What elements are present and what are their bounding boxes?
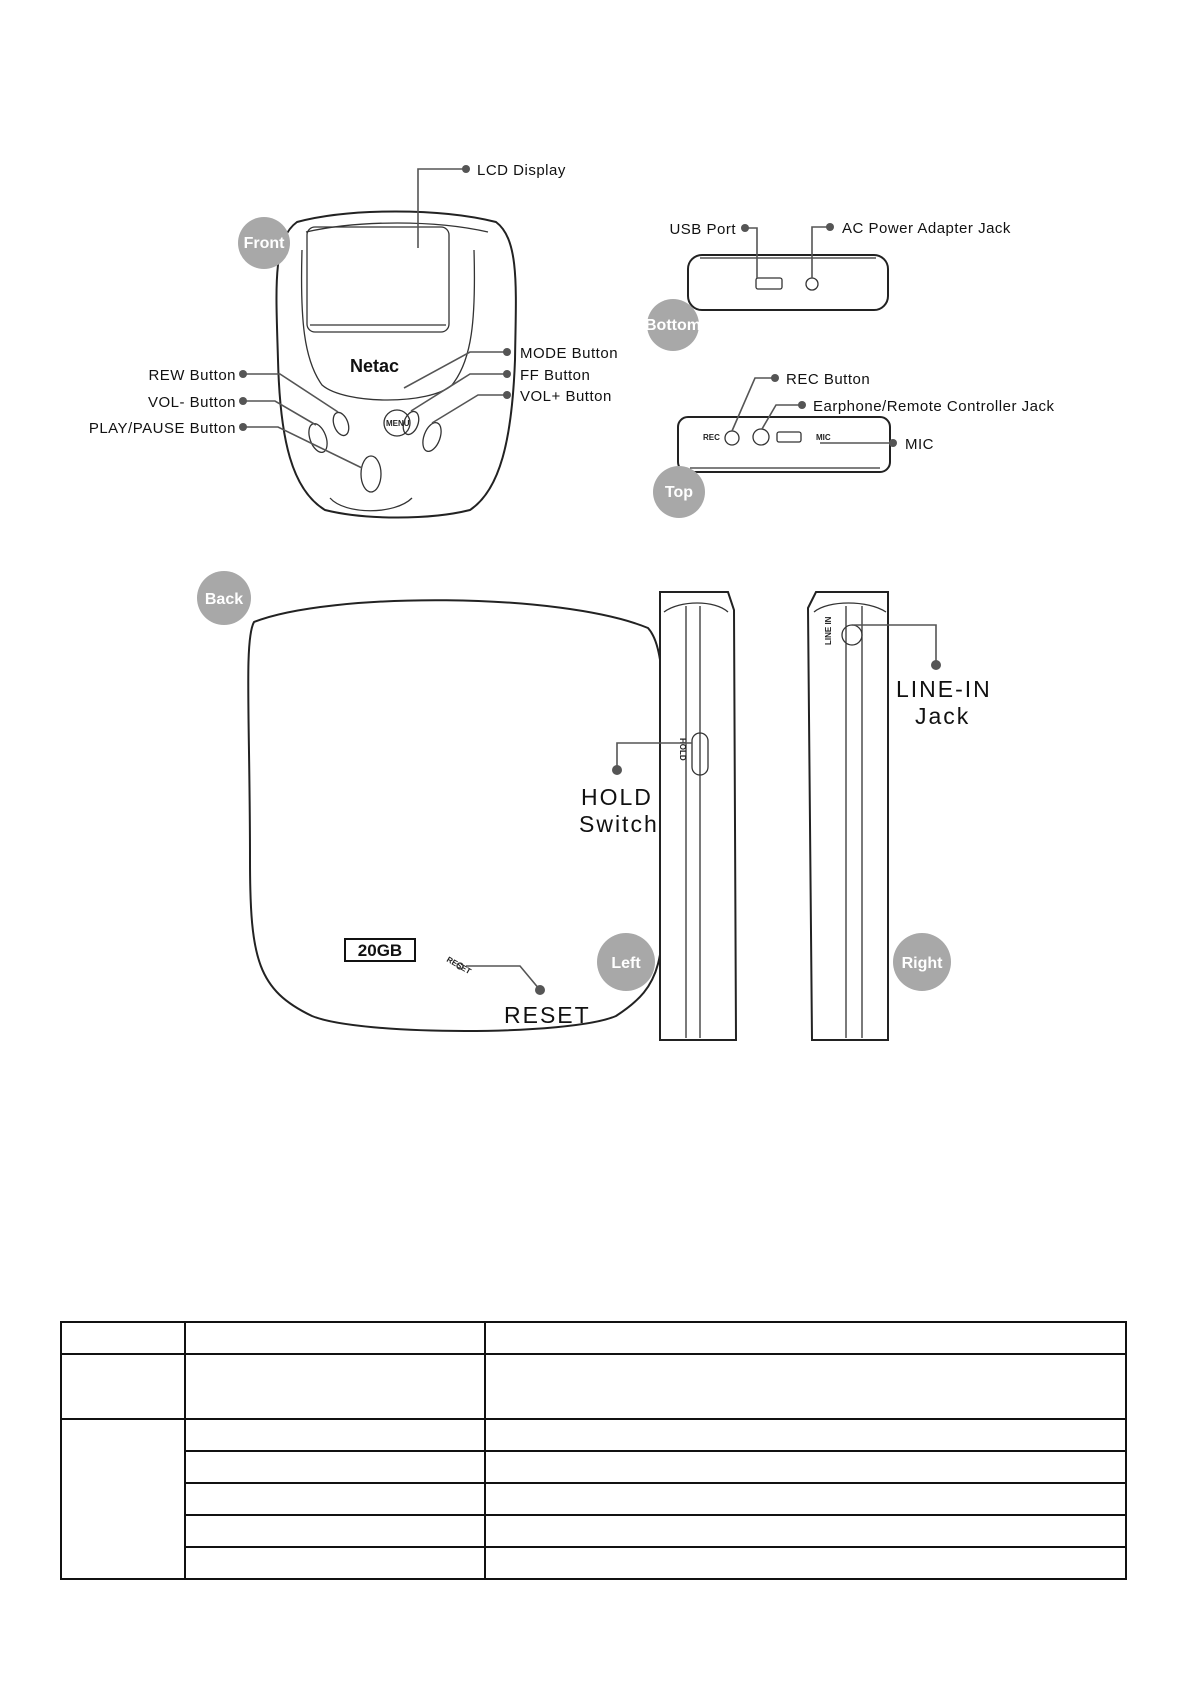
svg-text:PLAY/PAUSE Button: PLAY/PAUSE Button (88, 420, 236, 437)
svg-text:MENU: MENU (386, 419, 410, 428)
svg-text:LINE-IN: LINE-IN (896, 676, 992, 702)
spec-table (60, 1321, 1127, 1580)
table-cell (185, 1547, 485, 1579)
front-view (89, 162, 618, 518)
table-row (61, 1547, 1126, 1579)
svg-text:REC Button: REC Button (786, 371, 871, 388)
svg-text:20GB: 20GB (357, 941, 403, 960)
svg-text:Bottom: Bottom (645, 317, 701, 334)
table-cell (485, 1483, 1126, 1515)
table-cell (485, 1515, 1126, 1547)
svg-text:MODE Button: MODE Button (520, 345, 619, 362)
svg-text:VOL+ Button: VOL+ Button (520, 388, 612, 405)
svg-text:LINE IN: LINE IN (824, 616, 833, 645)
svg-text:REC: REC (703, 433, 720, 442)
svg-text:Left: Left (611, 955, 641, 972)
table-row (61, 1451, 1126, 1483)
svg-text:MIC: MIC (905, 436, 934, 453)
svg-text:Back: Back (204, 591, 244, 608)
table-cell (61, 1419, 185, 1579)
table-row (61, 1483, 1126, 1515)
table-cell (61, 1354, 185, 1419)
table-cell (185, 1515, 485, 1547)
right-device-body (808, 592, 888, 1040)
left-device-body (660, 592, 736, 1040)
svg-text:Top: Top (664, 484, 694, 501)
right-view (808, 592, 992, 1040)
svg-text:AC Power Adapter Jack: AC Power Adapter Jack (842, 220, 1011, 237)
svg-text:FF Button: FF Button (520, 367, 591, 384)
table-cell (485, 1354, 1126, 1419)
table-cell (485, 1322, 1126, 1354)
svg-text:Switch: Switch (579, 811, 659, 837)
svg-text:MIC: MIC (816, 433, 831, 442)
table-cell (185, 1322, 485, 1354)
table-row (61, 1419, 1126, 1451)
table-cell (185, 1354, 485, 1419)
svg-text:HOLD: HOLD (581, 784, 653, 810)
table-row (61, 1354, 1126, 1419)
top-device-body (678, 417, 890, 472)
svg-text:USB Port: USB Port (669, 221, 736, 238)
table-cell (61, 1322, 185, 1354)
bottom-device-body (688, 255, 888, 310)
svg-text:RESET: RESET (445, 954, 473, 977)
table-row (61, 1322, 1126, 1354)
svg-text:HOLD: HOLD (678, 738, 687, 761)
table-cell (485, 1451, 1126, 1483)
svg-text:REW Button: REW Button (148, 367, 236, 384)
table-cell (485, 1547, 1126, 1579)
brand-logo: Netac (350, 356, 400, 376)
svg-text:Right: Right (901, 955, 943, 972)
table-cell (485, 1419, 1126, 1451)
table-row (61, 1515, 1126, 1547)
bottom-view (645, 220, 1011, 351)
svg-text:LCD Display: LCD Display (477, 162, 566, 179)
table-cell (185, 1483, 485, 1515)
svg-text:Front: Front (243, 235, 285, 252)
table-cell (185, 1451, 485, 1483)
svg-text:VOL- Button: VOL- Button (147, 394, 236, 411)
svg-text:Earphone/Remote Controller Jac: Earphone/Remote Controller Jack (813, 398, 1055, 415)
table-cell (185, 1419, 485, 1451)
top-view (653, 371, 1054, 518)
svg-text:RESET: RESET (504, 1002, 591, 1028)
svg-text:Jack: Jack (915, 703, 971, 729)
